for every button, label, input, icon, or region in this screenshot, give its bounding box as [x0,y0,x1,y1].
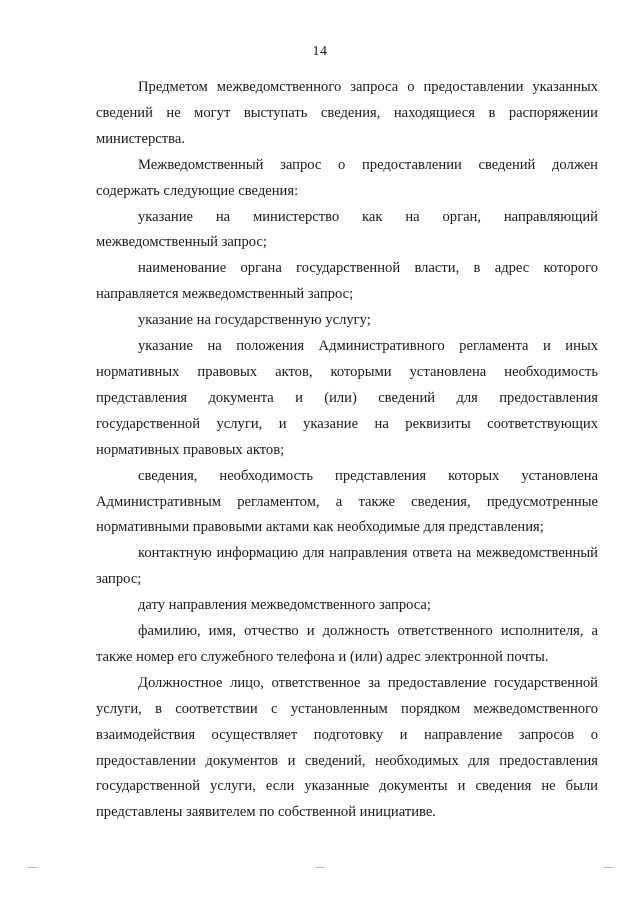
list-item-regulations: указание на положения Административного регламента и иных нормативных правовых актов, которыми установлена необходимость представления документа и (или) сведений для предоставления государственной услуги, и указание на реквизиты соответствующих нормативных правовых актов; [96,338,598,458]
scan-artifact [316,867,324,868]
page-number: 14 [312,44,328,59]
paragraph-request-subject: Предметом межведомственного запроса о предоставлении указанных сведений не могут выступать сведения, находящиеся в распоряжении министерства. [96,79,598,147]
scan-artifact [28,867,38,868]
list-item-request-date: дату направления межведомственного запроса; [138,597,431,614]
scan-artifact [604,867,614,868]
paragraph-request-contents: Межведомственный запрос о предоставлении сведений должен содержать следующие сведения: [96,156,598,199]
paragraph-official-duties: Должностное лицо, ответственное за предоставление государственной услуги, в соответствии с установленным порядком межведомственного взаимодействия осуществляет подготовку и направление запросов о предоставлении документов и сведений, необходимых для предоставления государственной услуги, если указанные документы и сведения не были представлены заявителем по собственной инициативе. [96,674,598,821]
list-item-service: указание на государственную услугу; [138,312,371,329]
list-item-contact-info: контактную информацию для направления ответа на межведомственный запрос; [96,545,598,588]
list-item-authority-name: наименование органа государственной власти, в адрес которого направляется межведомственный запрос; [96,260,598,303]
list-item-executor: фамилию, имя, отчество и должность ответственного исполнителя, а также номер его служебного телефона и (или) адрес электронной почты. [96,623,598,665]
list-item-required-info: сведения, необходимость представления которых установлена Административным регламентом, а также сведения, предусмотренные нормативными правовыми актами как необходимые для представления; [96,467,598,536]
document-body [96,75,598,826]
list-item-ministry: указание на министерство как на орган, направляющий межведомственный запрос; [96,208,598,251]
